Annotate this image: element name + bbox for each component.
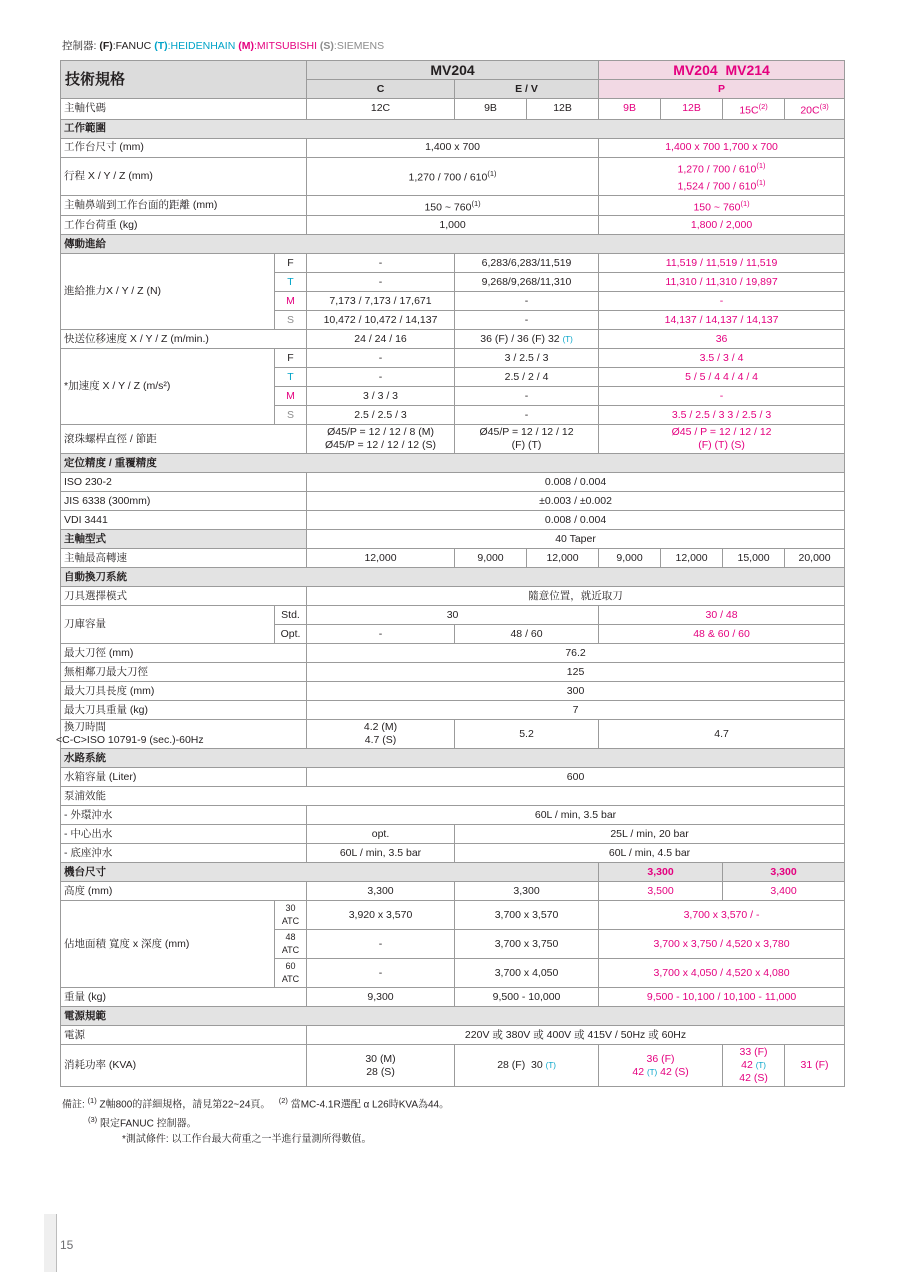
row-thrust-f — [61, 254, 845, 273]
label-max-tool-dia: 最大刀徑 (mm) — [61, 644, 307, 663]
section-title-work-range: 工作範圍 — [61, 119, 845, 138]
legend-name-f: :FANUC — [112, 40, 152, 52]
row-travel — [61, 157, 845, 195]
spindle-code-4: 12B — [661, 99, 723, 120]
ctrl-accel-s: S — [275, 406, 307, 425]
label-rapid: 快送位移速度 X / Y / Z (m/min.) — [61, 330, 307, 349]
accel-s-p: 3.5 / 2.5 / 3 3 / 2.5 / 3 — [599, 406, 845, 425]
row-tool-change — [61, 720, 845, 749]
height-p2b: 3,400 — [723, 882, 845, 901]
section-power — [61, 1007, 845, 1026]
spindle-code-2: 12B — [527, 99, 599, 120]
spindle-code-6: $20C^{(3)}$ — [785, 99, 845, 120]
value-flush-center-c: opt. — [307, 825, 455, 844]
value-max-tool-dia: 76.2 — [307, 644, 845, 663]
value-table-load-left: 1,000 — [307, 216, 599, 235]
height-c: 3,300 — [307, 882, 455, 901]
col-c: C — [307, 80, 455, 99]
value-jis6338: ±0.003 / ±0.002 — [307, 492, 845, 511]
label-spindle-speed: 主軸最高轉速 — [61, 549, 307, 568]
tool-change-ev: 5.2 — [455, 720, 599, 749]
section-accuracy — [61, 454, 845, 473]
kva-c: 30 (M) 28 (S) — [307, 1045, 455, 1087]
label-kva: 消耗功率 (KVA) — [61, 1045, 307, 1087]
footnote-line-3: *測試條件: 以工作台最大荷重之一半進行量測所得數值。 — [122, 1133, 372, 1145]
row-footprint-30 — [61, 901, 845, 930]
section-spindle-type — [61, 530, 845, 549]
legend-code-m: (M) — [238, 40, 254, 52]
model-right-1: MV204 — [673, 61, 718, 78]
row-weight — [61, 988, 845, 1007]
kva-ev: 28 (F) 30 (T) — [455, 1045, 599, 1087]
footprint-30-ev: 3,700 x 3,570 — [455, 901, 599, 930]
value-taper: 40 Taper — [307, 530, 845, 549]
label-jis6338: JIS 6338 (300mm) — [61, 492, 307, 511]
label-accel: *加速度 X / Y / Z (m/s²) — [61, 349, 275, 425]
spec-title: 技術規格 — [61, 61, 307, 99]
spindle-code-0: 12C — [307, 99, 455, 120]
ballscrew-p: Ø45 / P = 12 / 12 / 12 (F) (T) (S) — [599, 425, 845, 454]
spindle-speed-6: 20,000 — [785, 549, 845, 568]
table-header-row-1 — [61, 61, 845, 80]
spindle-speed-1: 9,000 — [455, 549, 527, 568]
thrust-s-p: 14,137 / 14,137 / 14,137 — [599, 311, 845, 330]
row-max-tool-dia-adj — [61, 663, 845, 682]
label-travel: 行程 X / Y / Z (mm) — [61, 157, 307, 195]
footprint-atc-48: 48 ATC — [275, 930, 307, 959]
section-title-spindle-type: 主軸型式 — [61, 530, 307, 549]
thrust-f-ev: 6,283/6,283/11,519 — [455, 254, 599, 273]
thrust-s-c: 10,472 / 10,472 / 14,137 — [307, 311, 455, 330]
spindle-speed-4: 12,000 — [661, 549, 723, 568]
ballscrew-c: Ø45/P = 12 / 12 / 8 (M) Ø45/P = 12 / 12 / 12 (S) — [307, 425, 455, 454]
thrust-m-ev: - — [455, 292, 599, 311]
section-work-range — [61, 119, 845, 138]
label-tank: 水箱容量 (Liter) — [61, 768, 307, 787]
thrust-m-c: 7,173 / 7,173 / 17,671 — [307, 292, 455, 311]
value-table-size-left: 1,400 x 700 — [307, 138, 599, 157]
legend-prefix: 控制器: — [62, 40, 97, 52]
ctrl-accel-t: T — [275, 368, 307, 387]
label-magazine: 刀庫容量 — [61, 606, 275, 644]
spindle-code-3: 9B — [599, 99, 661, 120]
accel-t-p: 5 / 5 / 4 4 / 4 / 4 — [599, 368, 845, 387]
value-vdi3441: 0.008 / 0.004 — [307, 511, 845, 530]
value-power-source: 220V 或 380V 或 400V 或 415V / 50Hz 或 60Hz — [307, 1026, 845, 1045]
section-title-atc: 自動換刀系統 — [61, 568, 845, 587]
section-atc — [61, 568, 845, 587]
label-tool-change: 換刀時間 <C-C>ISO 10791-9 (sec.)-60Hz — [61, 720, 307, 749]
magazine-opt-ev: 48 / 60 — [455, 625, 599, 644]
value-nose-left: 150 ~ 760$^{(1)}$ — [307, 195, 599, 216]
value-max-tool-dia-adj: 125 — [307, 663, 845, 682]
label-flush-base: - 底座沖水 — [61, 844, 307, 863]
row-vdi3441 — [61, 511, 845, 530]
section-title-power: 電源規範 — [61, 1007, 845, 1026]
row-spindle-code — [61, 99, 845, 120]
row-magazine-std — [61, 606, 845, 625]
weight-c: 9,300 — [307, 988, 455, 1007]
ballscrew-ev: Ø45/P = 12 / 12 / 12 (F) (T) — [455, 425, 599, 454]
spindle-speed-2: 12,000 — [527, 549, 599, 568]
legend-name-t: :HEIDENHAIN — [167, 40, 236, 52]
label-table-load: 工作台荷重 (kg) — [61, 216, 307, 235]
footprint-48-ev: 3,700 x 3,750 — [455, 930, 599, 959]
height-p2a: 3,500 — [599, 882, 723, 901]
specification-table — [56, 60, 845, 1087]
footprint-30-c: 3,920 x 3,570 — [307, 901, 455, 930]
section-title-accuracy: 定位精度 / 重覆精度 — [61, 454, 845, 473]
legend-name-m: :MITSUBISHI — [253, 40, 317, 52]
accel-f-ev: 3 / 2.5 / 3 — [455, 349, 599, 368]
footprint-60-p: 3,700 x 4,050 / 4,520 x 4,080 — [599, 959, 845, 988]
row-power-source — [61, 1026, 845, 1045]
magazine-opt-c: - — [307, 625, 455, 644]
spindle-code-5: $15C^{(2)}$ — [723, 99, 785, 120]
thrust-t-c: - — [307, 273, 455, 292]
kva-p3: 31 (F) — [785, 1045, 845, 1087]
ctrl-t: T — [275, 273, 307, 292]
ctrl-accel-f: F — [275, 349, 307, 368]
thrust-f-c: - — [307, 254, 455, 273]
row-spindle-speed — [61, 549, 845, 568]
value-table-size-right: 1,400 x 700 1,700 x 700 — [599, 138, 845, 157]
footprint-48-p: 3,700 x 3,750 / 4,520 x 3,780 — [599, 930, 845, 959]
label-weight: 重量 (kg) — [61, 988, 307, 1007]
col-ev: E / V — [455, 80, 599, 99]
spindle-code-label: 主軸代碼 — [61, 99, 307, 120]
value-max-tool-len: 300 — [307, 682, 845, 701]
magazine-opt-label: Opt. — [275, 625, 307, 644]
label-height: 高度 (mm) — [61, 882, 307, 901]
kva-p1: 36 (F) 42 (T) 42 (S) — [599, 1045, 723, 1087]
row-height — [61, 882, 845, 901]
section-coolant — [61, 749, 845, 768]
page-number: 15 — [60, 1238, 74, 1252]
value-flush-base-p: 60L / min, 4.5 bar — [455, 844, 845, 863]
value-flush-base-c: 60L / min, 3.5 bar — [307, 844, 455, 863]
ctrl-f: F — [275, 254, 307, 273]
label-footprint: 佔地面積 寬度 x 深度 (mm) — [61, 901, 275, 988]
accel-m-p: - — [599, 387, 845, 406]
value-flush-outer: 60L / min, 3.5 bar — [307, 806, 845, 825]
value-tool-select: 隨意位置，就近取刀 — [307, 587, 845, 606]
row-jis6338 — [61, 492, 845, 511]
accel-m-c: 3 / 3 / 3 — [307, 387, 455, 406]
row-ballscrew — [61, 425, 845, 454]
row-flush-outer — [61, 806, 845, 825]
value-flush-center-p: 25L / min, 20 bar — [455, 825, 845, 844]
section-machine-size — [61, 863, 845, 882]
col-p: P — [599, 80, 845, 99]
model-mv204: MV204 — [307, 61, 599, 80]
spindle-speed-0: 12,000 — [307, 549, 455, 568]
magazine-opt-p: 48 & 60 / 60 — [599, 625, 845, 644]
row-nose-to-table — [61, 195, 845, 216]
ctrl-accel-m: M — [275, 387, 307, 406]
rapid-ev: 36 (F) / 36 (F) 32 (T) — [455, 330, 599, 349]
row-iso2302 — [61, 473, 845, 492]
footprint-atc-30: 30 ATC — [275, 901, 307, 930]
section-feed-drive — [61, 235, 845, 254]
legend-code-f: (F) — [99, 40, 113, 52]
label-flush-outer: - 外環沖水 — [61, 806, 307, 825]
height-ev: 3,300 — [455, 882, 599, 901]
legend-code-s: (S) — [319, 40, 334, 52]
rapid-p: 36 — [599, 330, 845, 349]
value-travel-left: 1,270 / 700 / 610$^{(1)}$ — [307, 157, 599, 195]
row-flush-base — [61, 844, 845, 863]
label-max-tool-len: 最大刀具長度 (mm) — [61, 682, 307, 701]
row-rapid — [61, 330, 845, 349]
spindle-speed-5: 15,000 — [723, 549, 785, 568]
label-tool-select: 刀具選擇模式 — [61, 587, 307, 606]
accel-s-ev: - — [455, 406, 599, 425]
magazine-std-p: 30 / 48 — [599, 606, 845, 625]
page-left-bar — [44, 1214, 56, 1272]
row-table-size — [61, 138, 845, 157]
value-nose-right: 150 ~ 760$^{(1)}$ — [599, 195, 845, 216]
value-table-load-right: 1,800 / 2,000 — [599, 216, 845, 235]
footnotes — [60, 1093, 844, 1147]
tool-change-c: 4.2 (M) 4.7 (S) — [307, 720, 455, 749]
label-table-size: 工作台尺寸 (mm) — [61, 138, 307, 157]
row-pump-label — [61, 787, 845, 806]
label-flush-center: - 中心出水 — [61, 825, 307, 844]
model-mv204-mv214 — [599, 61, 845, 80]
thrust-f-p: 11,519 / 11,519 / 11,519 — [599, 254, 845, 273]
spindle-speed-3: 9,000 — [599, 549, 661, 568]
row-flush-center — [61, 825, 845, 844]
weight-p: 9,500 - 10,100 / 10,100 - 11,000 — [599, 988, 845, 1007]
label-vdi3441: VDI 3441 — [61, 511, 307, 530]
accel-f-p: 3.5 / 3 / 4 — [599, 349, 845, 368]
row-tank — [61, 768, 845, 787]
legend-code-t: (T) — [154, 40, 168, 52]
label-power-source: 電源 — [61, 1026, 307, 1045]
controller-legend — [62, 38, 844, 53]
section-title-coolant: 水路系統 — [61, 749, 845, 768]
ctrl-s: S — [275, 311, 307, 330]
label-thrust: 進給推力X / Y / Z (N) — [61, 254, 275, 330]
magazine-std-c: 30 — [307, 606, 599, 625]
accel-f-c: - — [307, 349, 455, 368]
row-max-tool-weight — [61, 701, 845, 720]
row-max-tool-len — [61, 682, 845, 701]
page-divider — [56, 1214, 57, 1272]
label-iso2302: ISO 230-2 — [61, 473, 307, 492]
footprint-atc-60: 60 ATC — [275, 959, 307, 988]
footprint-30-p: 3,700 x 3,570 / - — [599, 901, 845, 930]
kva-p2: 33 (F) 42 (T) 42 (S) — [723, 1045, 785, 1087]
label-ballscrew: 滾珠螺桿直徑 / 節距 — [61, 425, 307, 454]
footnote-line-1: 備註: $^{(1)}$ Z軸800的詳細規格，請見第22~24頁。 $^{(2)}$ 當MC-4.1R選配 α L26時KVA為44。 — [62, 1096, 450, 1111]
value-max-tool-weight: 7 — [307, 701, 845, 720]
label-pump: 泵浦效能 — [61, 787, 845, 806]
footnote-line-2: $^{(3)}$ 限定FANUC 控制器。 — [88, 1115, 197, 1130]
weight-ev: 9,500 - 10,000 — [455, 988, 599, 1007]
section-title-feed-drive: 傳動進給 — [61, 235, 845, 254]
model-right-2: MV214 — [725, 61, 770, 78]
thrust-s-ev: - — [455, 311, 599, 330]
value-iso2302: 0.008 / 0.004 — [307, 473, 845, 492]
accel-t-c: - — [307, 368, 455, 387]
row-table-load — [61, 216, 845, 235]
value-tank: 600 — [307, 768, 845, 787]
rapid-c: 24 / 24 / 16 — [307, 330, 455, 349]
footprint-48-c: - — [307, 930, 455, 959]
legend-name-s: :SIEMENS — [333, 40, 385, 52]
tool-change-p: 4.7 — [599, 720, 845, 749]
row-kva — [61, 1045, 845, 1087]
value-travel-right: 1,270 / 700 / 610$^{(1)}$ 1,524 / 700 / 610$^{(1)}$ — [599, 157, 845, 195]
label-max-tool-dia-adj: 無相鄰刀最大刀徑 — [61, 663, 307, 682]
thrust-m-p: - — [599, 292, 845, 311]
thrust-t-p: 11,310 / 11,310 / 19,897 — [599, 273, 845, 292]
ctrl-m: M — [275, 292, 307, 311]
row-max-tool-dia — [61, 644, 845, 663]
footprint-60-c: - — [307, 959, 455, 988]
machine-size-p1a: 3,300 — [599, 863, 723, 882]
thrust-t-ev: 9,268/9,268/11,310 — [455, 273, 599, 292]
row-tool-select — [61, 587, 845, 606]
magazine-std-label: Std. — [275, 606, 307, 625]
label-nose-to-table: 主軸鼻端到工作台面的距離 (mm) — [61, 195, 307, 216]
spindle-code-1: 9B — [455, 99, 527, 120]
accel-m-ev: - — [455, 387, 599, 406]
machine-size-p1b: 3,300 — [723, 863, 845, 882]
label-max-tool-weight: 最大刀具重量 (kg) — [61, 701, 307, 720]
accel-s-c: 2.5 / 2.5 / 3 — [307, 406, 455, 425]
accel-t-ev: 2.5 / 2 / 4 — [455, 368, 599, 387]
row-accel-f — [61, 349, 845, 368]
section-title-machine-size: 機台尺寸 — [61, 863, 599, 882]
footprint-60-ev: 3,700 x 4,050 — [455, 959, 599, 988]
